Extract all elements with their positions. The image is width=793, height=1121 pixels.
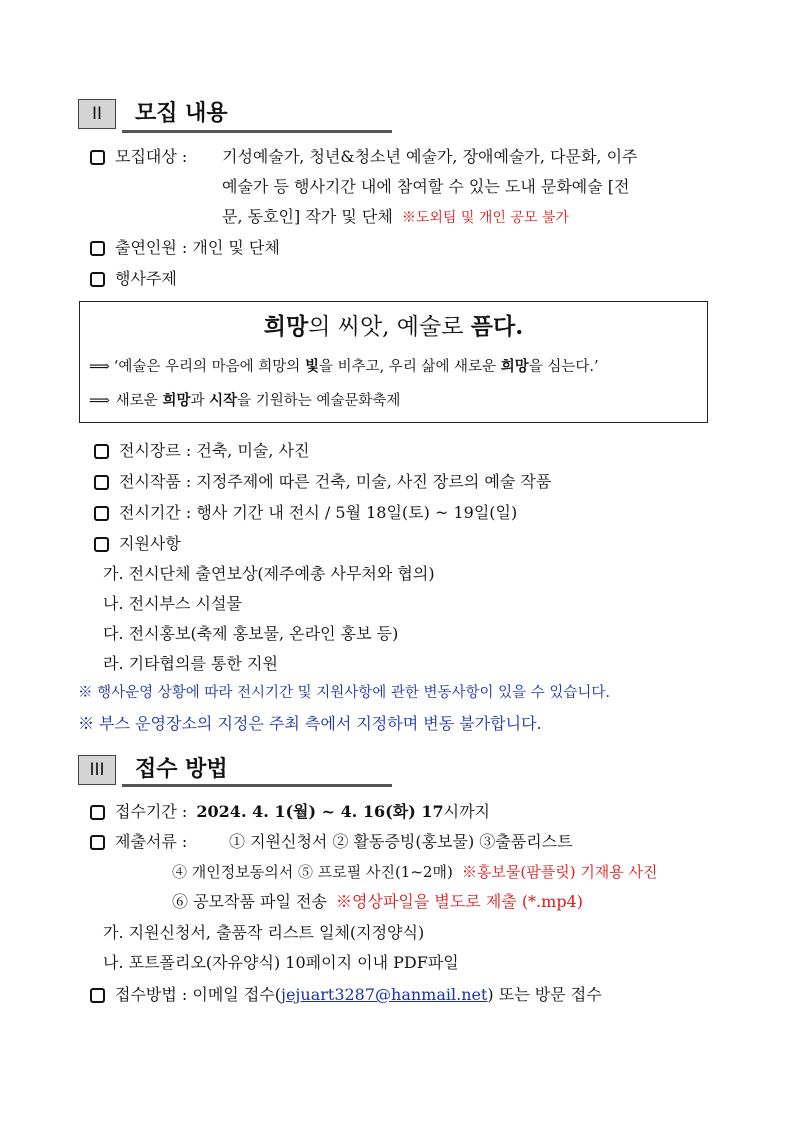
notice-1: ※ 행사운영 상황에 따라 전시기간 및 지원사항에 관한 변동사항이 있을 수 있습니다. <box>78 685 611 701</box>
checkbox-icon <box>90 150 105 165</box>
support-row <box>94 533 181 555</box>
target-note: ※도외팀 및 개인 공모 불가 <box>401 210 569 226</box>
receipt-period-suffix: 시까지 <box>443 802 490 821</box>
theme-line-1-b: 빛 <box>304 358 319 375</box>
performers-text: 출연인원 : 개인 및 단체 <box>115 238 280 257</box>
theme-line-1 <box>89 356 599 378</box>
target-line-1: 기성예술가, 청년&청소년 예술가, 장애예술가, 다문화, 이주 <box>222 147 638 166</box>
checkbox-icon <box>94 444 109 459</box>
support-item-b: 나. 전시부스 시설물 <box>103 594 242 613</box>
performers-row <box>90 237 280 259</box>
theme-line-1-a: ‘예술은 우리의 마음에 희망의 <box>113 359 305 375</box>
theme-line-2-a: 새로운 <box>115 393 163 409</box>
docs-line-3-text: ⑥ 공모작품 파일 전송 <box>172 892 327 911</box>
method-suffix: ) 또는 방문 접수 <box>487 985 602 1004</box>
target-label: 모집대상 : <box>115 147 188 166</box>
target-line-2: 예술가 등 행사기간 내에 참여할 수 있는 도내 문화예술 [전 <box>222 177 630 196</box>
method-label: 접수방법 : 이메일 접수( <box>115 985 281 1004</box>
recruit-target-row <box>90 146 187 168</box>
genre-text: 전시장르 : 건축, 미술, 사진 <box>119 441 310 460</box>
target-line-3 <box>222 206 569 229</box>
theme-title-hope: 희망 <box>263 313 309 340</box>
period-row <box>94 502 517 524</box>
receipt-period-value: 2024. 4. 1(월) ~ 4. 16(화) 17 <box>196 802 444 821</box>
docs-line-3-note: ※영상파일을 별도로 제출 (*.mp4) <box>336 892 583 911</box>
method-row <box>90 984 602 1006</box>
support-item-a: 가. 전시단체 출연보상(제주예총 사무처와 협의) <box>103 564 435 583</box>
theme-line-2-e: 을 기원하는 예술문화축제 <box>237 393 401 409</box>
docs-line-2 <box>172 861 658 883</box>
checkbox-icon <box>94 537 109 552</box>
docs-sub-b: 나. 포트폴리오(자유양식) 10페이지 이내 PDF파일 <box>103 953 459 972</box>
support-item-c: 다. 전시홍보(축제 홍보물, 온라인 홍보 등) <box>103 624 399 643</box>
theme-line-2-b: 희망 <box>162 392 191 409</box>
checkbox-icon <box>90 835 105 850</box>
docs-line-2-note: ※홍보물(팜플릿) 기재용 사진 <box>461 863 658 881</box>
docs-sub-a: 가. 지원신청서, 출품작 리스트 일체(지정양식) <box>103 923 425 942</box>
theme-title-mid: 의 씨앗, 예술로 <box>308 314 471 340</box>
receipt-period-label: 접수기간 : <box>115 802 188 821</box>
checkbox-icon <box>90 241 105 256</box>
target-line-3-text: 문, 동호인] 작가 및 단체 <box>222 207 393 226</box>
docs-line-3 <box>172 891 583 913</box>
checkbox-icon <box>94 475 109 490</box>
theme-label: 행사주제 <box>115 269 177 288</box>
checkbox-icon <box>90 988 105 1003</box>
theme-line-1-d: 희망 <box>500 358 529 375</box>
section-number: III <box>78 755 116 785</box>
docs-line-2-text: ④ 개인정보동의서 ⑤ 프로필 사진(1~2매) <box>172 863 453 881</box>
theme-row <box>90 268 177 290</box>
genre-row <box>94 440 309 462</box>
theme-line-2-d: 시작 <box>209 392 238 409</box>
section-title: 모집 내용 <box>135 101 228 126</box>
checkbox-icon <box>94 506 109 521</box>
works-row <box>94 471 551 493</box>
docs-line-1: ① 지원신청서 ② 활동증빙(홍보물) ③출품리스트 <box>229 832 573 851</box>
receipt-period-row <box>90 801 490 823</box>
arrow-icon: ⟹ <box>89 393 110 409</box>
theme-title <box>80 312 707 342</box>
works-text: 전시작품 : 지정주제에 따른 건축, 미술, 사진 장르의 예술 작품 <box>119 472 552 491</box>
theme-line-2-c: 과 <box>190 393 210 409</box>
section-underline <box>122 784 392 787</box>
section-title: 접수 방법 <box>135 757 228 782</box>
checkbox-icon <box>90 272 105 287</box>
notice-2: ※ 부스 운영장소의 지정은 주최 측에서 지정하며 변동 불가합니다. <box>78 714 542 733</box>
support-item-d: 라. 기타협의를 통한 지원 <box>103 654 278 673</box>
theme-line-2 <box>89 390 400 412</box>
theme-box <box>79 301 708 423</box>
theme-line-1-c: 을 비추고, 우리 삶에 새로운 <box>318 359 501 375</box>
theme-line-1-e: 을 심는다.’ <box>528 359 599 375</box>
support-label: 지원사항 <box>119 534 181 553</box>
section-underline <box>122 130 392 133</box>
period-text: 전시기간 : 행사 기간 내 전시 / 5월 18일(토) ~ 19일(일) <box>119 503 518 522</box>
arrow-icon: ⟹ <box>89 359 110 375</box>
email-link[interactable]: jejuart3287@hanmail.net <box>281 985 488 1004</box>
section-number: II <box>78 99 116 129</box>
docs-label: 제출서류 : <box>115 832 188 851</box>
checkbox-icon <box>90 805 105 820</box>
docs-row <box>90 831 187 853</box>
theme-title-end: 픔다. <box>470 313 524 340</box>
